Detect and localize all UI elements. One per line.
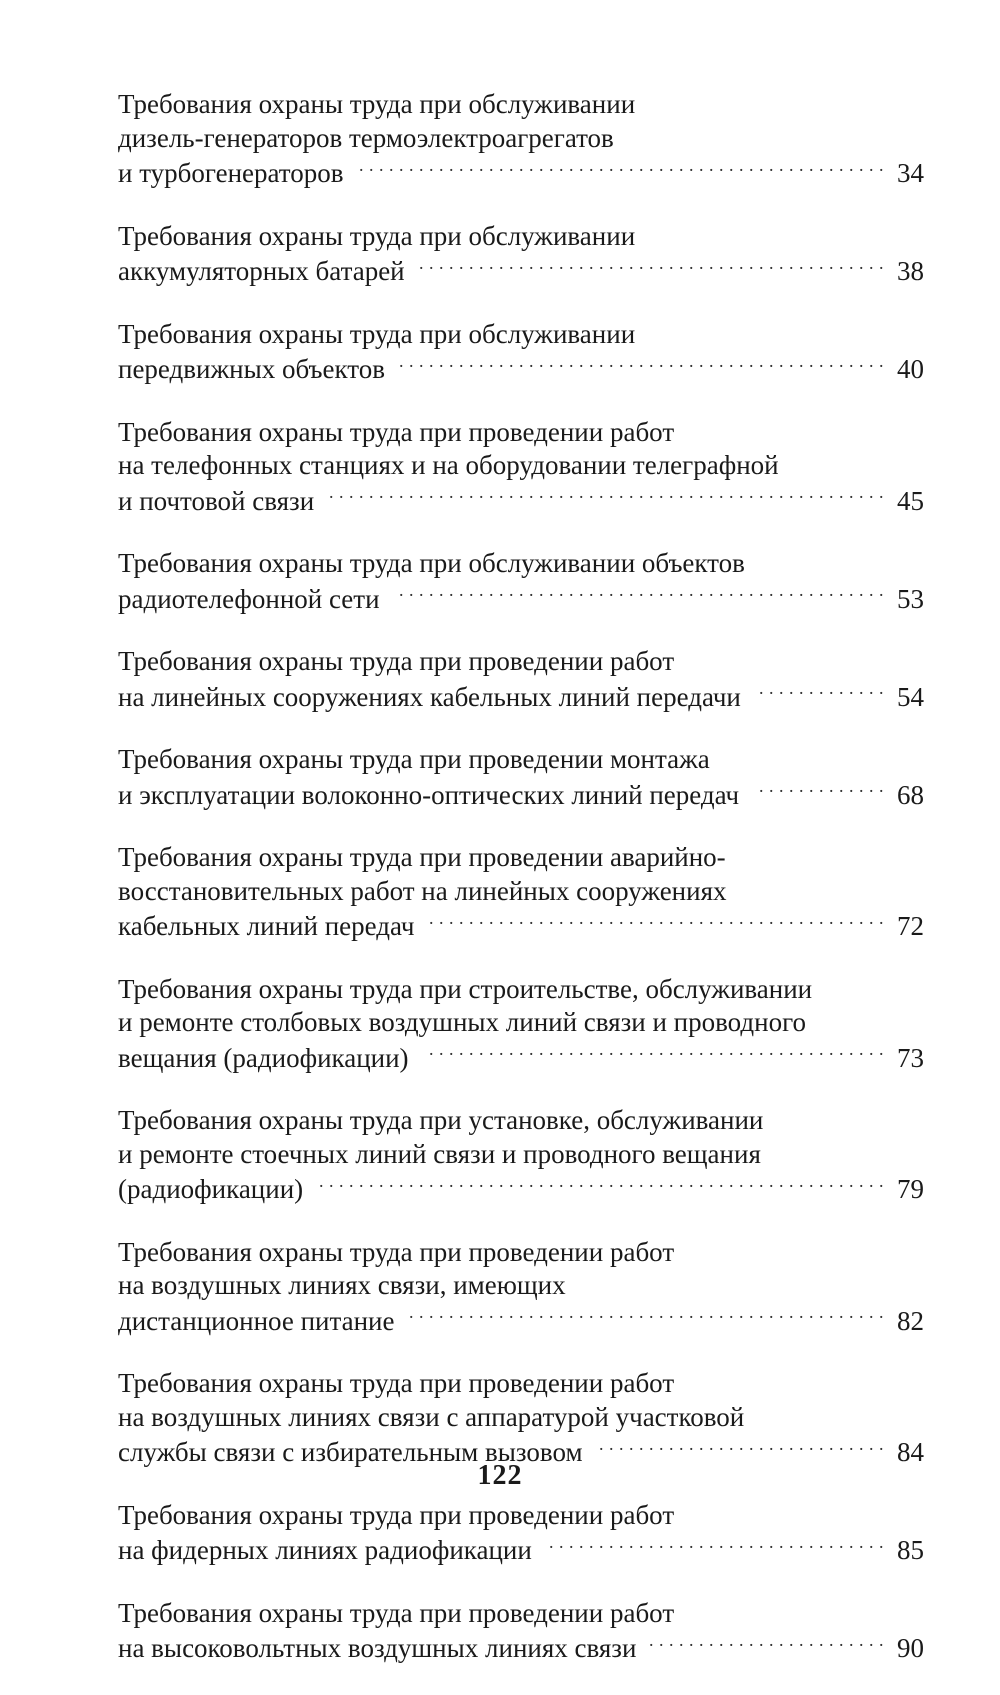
toc-entry-last-line: [118, 351, 924, 387]
toc-entry[interactable]: [118, 318, 924, 387]
dot-leader: [423, 1040, 884, 1067]
dot-leader: [358, 155, 885, 182]
toc-entry-line: Требования охраны труда при строительстве, обслуживании: [118, 973, 813, 1004]
dot-leader: [597, 1434, 884, 1461]
toc-entry-last-line: [118, 1040, 924, 1076]
toc-page-number: 79: [897, 1174, 924, 1204]
dot-leader: [753, 777, 884, 804]
toc-entry-line: и ремонте стоечных линий связи и проводного вещания: [118, 1138, 761, 1169]
toc-page-number: 53: [897, 583, 924, 614]
dot-leader: [419, 253, 884, 280]
toc-entry-line: Требования охраны труда при проведении работ: [118, 646, 675, 676]
toc-entry-line: радиотелефонной сети: [118, 583, 380, 614]
toc-entry-line: на высоковольтных воздушных линиях связи: [118, 1633, 637, 1663]
toc-page-number: 34: [897, 158, 924, 188]
page-number: 122: [477, 1460, 523, 1491]
toc-entry-last-line: [118, 679, 924, 715]
toc-entry[interactable]: [118, 220, 924, 289]
toc-entry-line: Требования охраны труда при проведении работ: [118, 416, 675, 447]
toc-entry[interactable]: [118, 1597, 924, 1666]
toc-entry-line: дистанционное питание: [118, 1305, 395, 1336]
dot-leader: [317, 1171, 884, 1198]
toc-entry-line: дизель-генераторов термоэлектроагрегатов: [118, 122, 614, 153]
toc-entry-last-line: [118, 253, 924, 289]
toc-entry-line: на фидерных линиях радиофикации: [118, 1535, 532, 1565]
toc-entry-line: аккумуляторных батарей: [118, 256, 405, 286]
toc-entry-last-line: [118, 483, 924, 519]
toc-entry-line: службы связи с избирательным вызовом: [118, 1437, 583, 1467]
dot-leader: [650, 1630, 884, 1657]
toc-entry[interactable]: [118, 1236, 924, 1339]
toc-entry-last-line: [118, 581, 924, 617]
toc-entry[interactable]: [118, 547, 924, 616]
toc-entry[interactable]: [118, 416, 924, 519]
toc-entry-line: на линейных сооружениях кабельных линий передачи: [118, 681, 741, 712]
toc-page-number: 54: [897, 681, 924, 712]
dot-leader: [755, 679, 884, 706]
toc-page-number: 45: [897, 485, 924, 516]
toc-entry-line: Требования охраны труда при проведении работ: [118, 1236, 675, 1267]
dot-leader: [409, 1303, 885, 1330]
dot-leader: [399, 351, 884, 378]
toc-entry-line: Требования охраны труда при обслуживании: [118, 318, 636, 349]
toc-entry-last-line: [118, 155, 924, 191]
toc-page-number: 85: [897, 1535, 924, 1565]
toc-entry-line: Требования охраны труда при проведении аварийно-: [118, 842, 726, 872]
toc-entry-line: Требования охраны труда при обслуживании: [118, 89, 636, 119]
toc-page-number: 90: [897, 1633, 924, 1663]
toc-entry-line: и ремонте столбовых воздушных линий связи и проводного: [118, 1007, 806, 1037]
toc-entry-last-line: [118, 1171, 924, 1207]
toc-entry[interactable]: [118, 88, 924, 191]
toc-entry-line: на воздушных линиях связи с аппаратурой участковой: [118, 1401, 745, 1432]
dot-leader: [546, 1532, 884, 1559]
toc-entry-line: Требования охраны труда при проведении работ: [118, 1368, 675, 1398]
table-of-contents: [118, 88, 924, 1695]
toc-entry[interactable]: [118, 743, 924, 812]
toc-entry-line: передвижных объектов: [118, 354, 385, 384]
toc-entry-line: и турбогенераторов: [118, 158, 344, 188]
toc-entry-last-line: [118, 1630, 924, 1666]
toc-page-number: 84: [897, 1437, 924, 1467]
toc-entry-line: восстановительных работ на линейных сооружениях: [118, 875, 727, 906]
toc-entry-line: Требования охраны труда при проведении работ: [118, 1597, 675, 1628]
toc-entry[interactable]: [118, 841, 924, 944]
toc-entry-line: Требования охраны труда при проведении монтажа: [118, 744, 710, 774]
toc-page-number: 38: [897, 256, 924, 286]
toc-entry-last-line: [118, 1303, 924, 1339]
toc-entry-line: Требования охраны труда при обслуживании объектов: [118, 548, 745, 578]
toc-entry[interactable]: [118, 973, 924, 1076]
toc-entry[interactable]: [118, 1104, 924, 1207]
toc-page-number: 73: [897, 1042, 924, 1073]
toc-entry-line: Требования охраны труда при проведении работ: [118, 1499, 675, 1530]
dot-leader: [429, 908, 885, 935]
toc-page-number: 82: [897, 1305, 924, 1336]
toc-entry-last-line: [118, 1532, 924, 1568]
toc-entry[interactable]: [118, 1367, 924, 1470]
toc-entry-line: на воздушных линиях связи, имеющих: [118, 1270, 566, 1300]
toc-entry-line: Требования охраны труда при обслуживании: [118, 220, 636, 251]
toc-entry[interactable]: [118, 1499, 924, 1568]
toc-entry-line: и эксплуатации волоконно-оптических линий передач: [118, 779, 740, 810]
toc-entry[interactable]: [118, 645, 924, 714]
toc-page-number: 40: [897, 354, 924, 384]
dot-leader: [394, 581, 884, 608]
toc-entry-line: вещания (радиофикации): [118, 1042, 409, 1073]
toc-entry-line: (радиофикации): [118, 1174, 304, 1204]
toc-entry-last-line: [118, 908, 924, 944]
toc-entry-line: на телефонных станциях и на оборудовании телеграфной: [118, 450, 779, 480]
toc-entry-line: и почтовой связи: [118, 485, 315, 516]
toc-entry-last-line: [118, 777, 924, 813]
toc-page-number: 68: [897, 779, 924, 810]
toc-entry-line: кабельных линий передач: [118, 911, 415, 941]
toc-page-number: 72: [897, 911, 924, 941]
dot-leader: [328, 483, 884, 510]
toc-entry-line: Требования охраны труда при установке, обслуживании: [118, 1105, 764, 1135]
